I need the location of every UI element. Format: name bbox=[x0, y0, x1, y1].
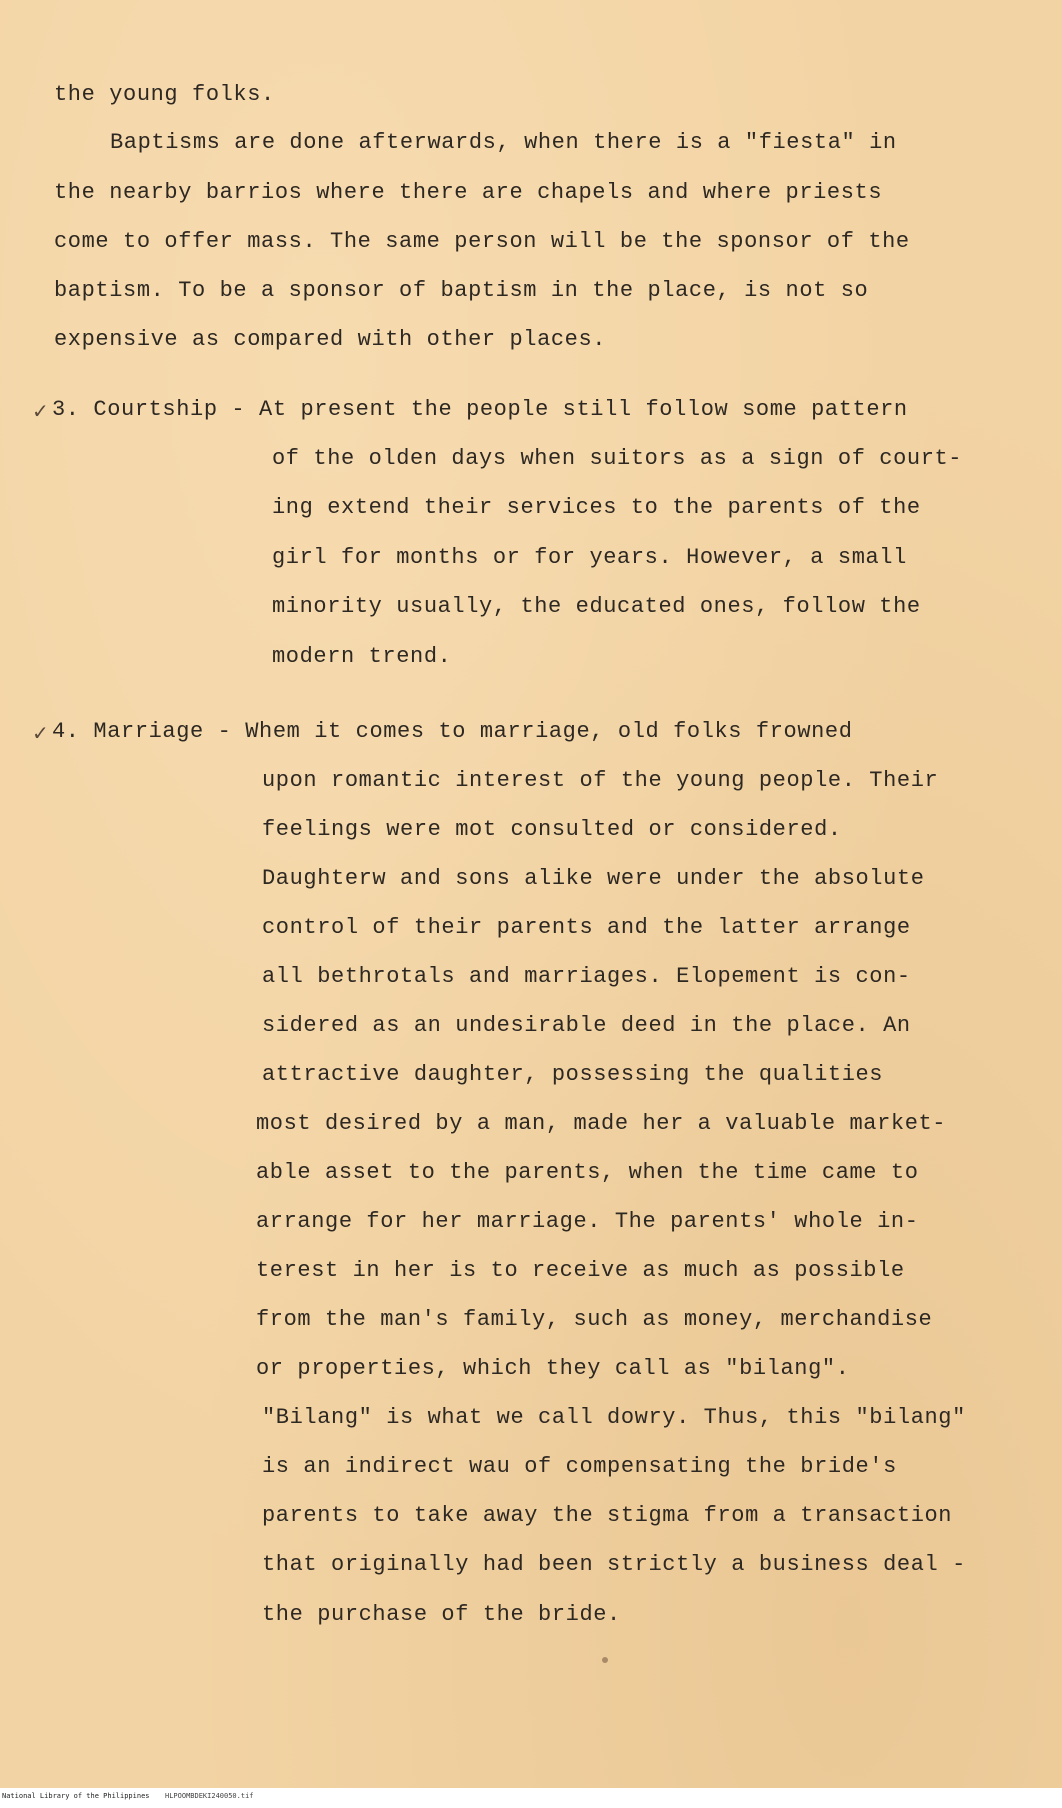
text-line: parents to take away the stigma from a transaction bbox=[262, 1503, 953, 1528]
text-line: Baptisms are done afterwards, when there is a "fiesta" in bbox=[110, 130, 897, 155]
text-line: terest in her is to receive as much as possible bbox=[256, 1258, 905, 1283]
text-line: most desired by a man, made her a valuable market- bbox=[256, 1111, 947, 1136]
text-line: minority usually, the educated ones, follow the bbox=[272, 594, 921, 619]
text-line: of the olden days when suitors as a sign of court- bbox=[272, 446, 963, 471]
text-line: from the man's family, such as money, merchandise bbox=[256, 1307, 933, 1332]
text-line: the purchase of the bride. bbox=[262, 1602, 621, 1627]
text-line: is an indirect wau of compensating the bride's bbox=[262, 1454, 897, 1479]
text-line: or properties, which they call as "bilang". bbox=[256, 1356, 850, 1381]
text-line: control of their parents and the latter arrange bbox=[262, 915, 911, 940]
text-line: that originally had been strictly a business deal - bbox=[262, 1552, 966, 1577]
text-line: able asset to the parents, when the time came to bbox=[256, 1160, 919, 1185]
check-mark-icon: ✓ bbox=[32, 399, 49, 423]
footer-source: National Library of the Philippines bbox=[2, 1792, 150, 1800]
text-line: modern trend. bbox=[272, 644, 452, 669]
text-line: "Bilang" is what we call dowry. Thus, this "bilang" bbox=[262, 1405, 966, 1430]
text-line: feelings were mot consulted or considered. bbox=[262, 817, 842, 842]
section-heading-courtship: 3. Courtship - At present the people still follow some pattern bbox=[52, 397, 908, 422]
check-mark-icon: ✓ bbox=[32, 721, 49, 745]
text-line: girl for months or for years. However, a small bbox=[272, 545, 907, 570]
section-heading-marriage: 4. Marriage - Whem it comes to marriage, old folks frowned bbox=[52, 719, 853, 744]
scan-footer bbox=[0, 1788, 1062, 1808]
text-line: the young folks. bbox=[54, 82, 275, 107]
text-line: upon romantic interest of the young people. Their bbox=[262, 768, 939, 793]
paper-speck bbox=[602, 1657, 608, 1663]
text-line: come to offer mass. The same person will be the sponsor of the bbox=[54, 229, 910, 254]
text-line: ing extend their services to the parents of the bbox=[272, 495, 921, 520]
footer-filename: HLPOOMBDEKI240050.tif bbox=[165, 1792, 254, 1800]
text-line: arrange for her marriage. The parents' whole in- bbox=[256, 1209, 919, 1234]
text-line: baptism. To be a sponsor of baptism in the place, is not so bbox=[54, 278, 869, 303]
text-line: Daughterw and sons alike were under the absolute bbox=[262, 866, 925, 891]
text-line: attractive daughter, possessing the qualities bbox=[262, 1062, 884, 1087]
text-line: expensive as compared with other places. bbox=[54, 327, 607, 352]
text-line: all bethrotals and marriages. Elopement is con- bbox=[262, 964, 911, 989]
text-line: the nearby barrios where there are chapels and where priests bbox=[54, 180, 883, 205]
text-line: sidered as an undesirable deed in the place. An bbox=[262, 1013, 911, 1038]
